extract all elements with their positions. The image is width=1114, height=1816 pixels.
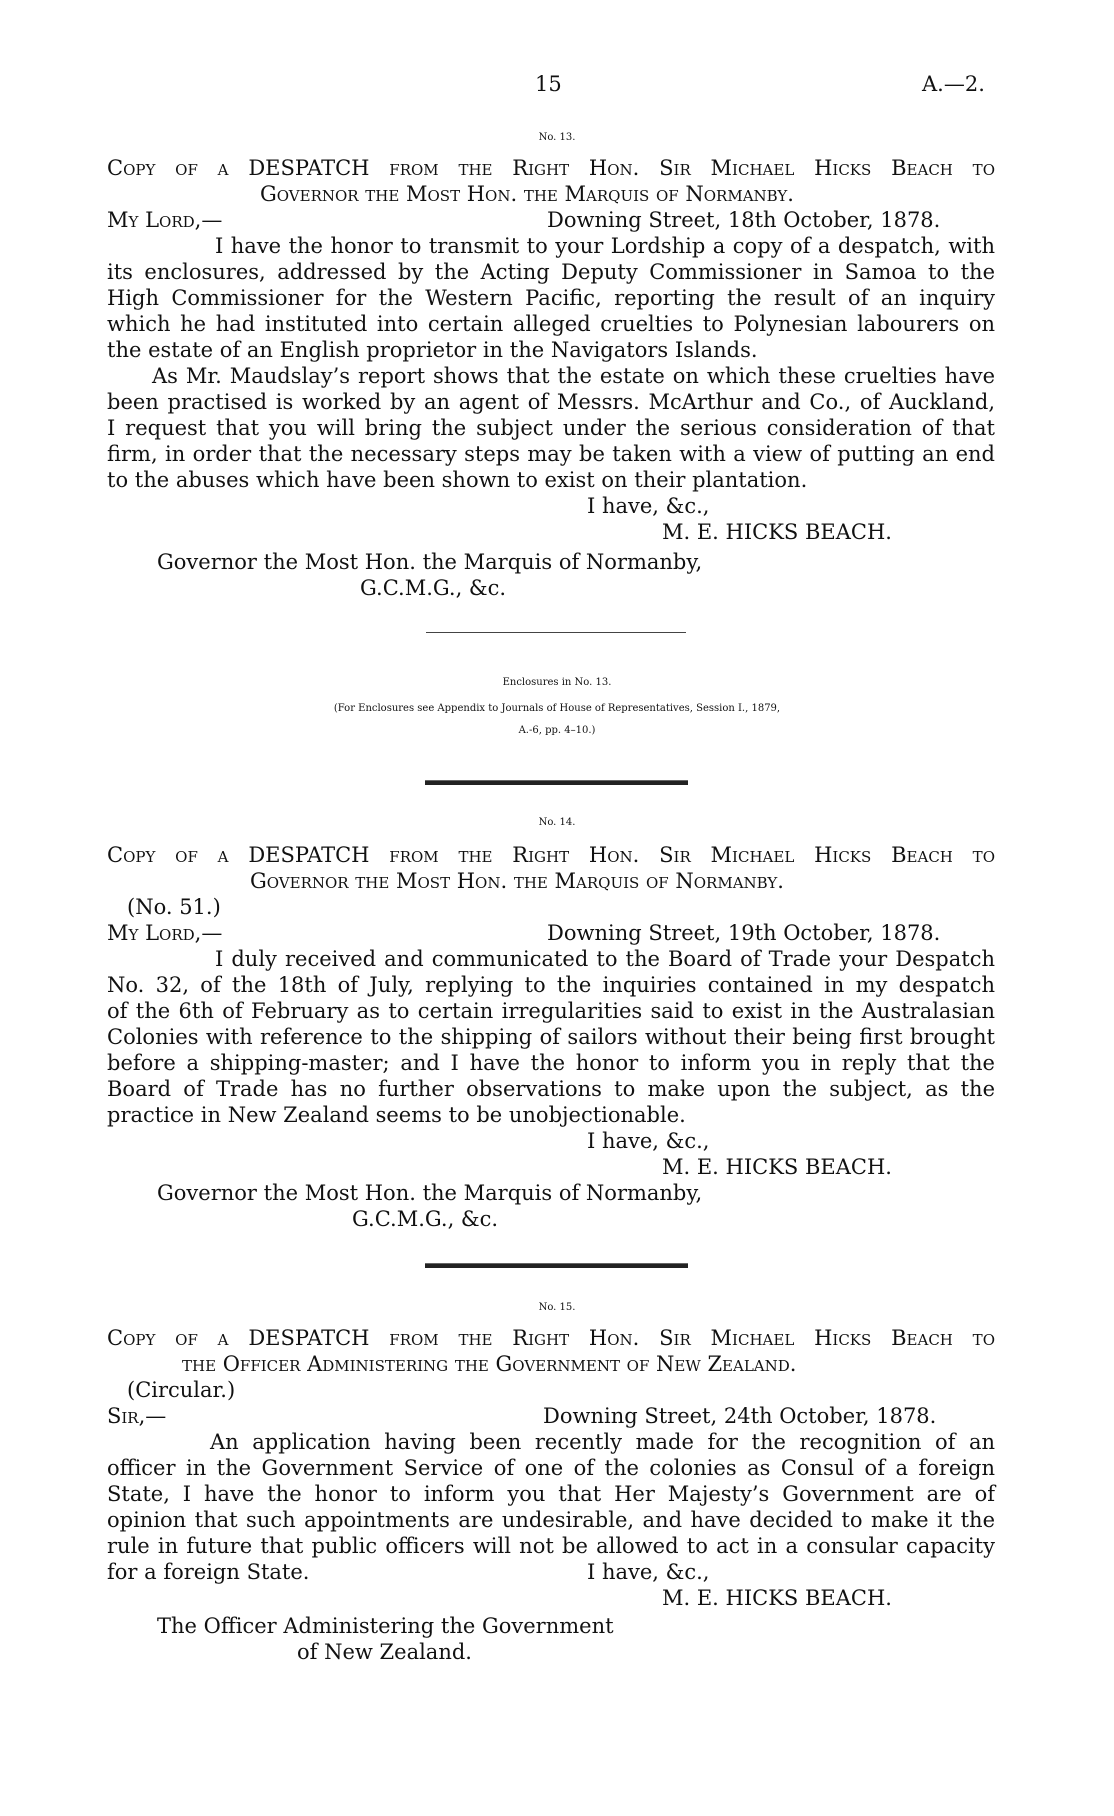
despatch-15-body-line: opinion that such appointments are undesirable, and have decided to make it the	[107, 1508, 995, 1532]
despatch-14-title-line-2: Governor the Most Hon. the Marquis of Normanby.	[250, 869, 784, 893]
despatch-14-addressee-honours: G.C.M.G., &c.	[352, 1207, 499, 1231]
despatch-14-body-line: Board of Trade has no further observations to make upon the subject, as the	[107, 1077, 995, 1101]
despatch-14-reference: (No. 51.)	[127, 895, 221, 919]
despatch-13-body-line: to the abuses which have been shown to exist on their plantation.	[107, 468, 808, 492]
despatch-13-body-line: which he had instituted into certain alleged cruelties to Polynesian labourers on	[107, 312, 995, 336]
despatch-14-body-line: practice in New Zealand seems to be unobjectionable.	[107, 1103, 686, 1127]
despatch-14-closing: I have, &c.,	[587, 1129, 710, 1153]
despatch-13-dateline: Downing Street, 18th October, 1878.	[547, 208, 941, 232]
despatch-13-signature: M. E. HICKS BEACH.	[662, 520, 892, 544]
section-divider	[425, 1263, 688, 1268]
despatch-13-body-line: As Mr. Maudslay’s report shows that the estate on which these cruelties have	[152, 364, 995, 388]
despatch-14-body-line: I duly received and communicated to the Board of Trade your Despatch	[215, 947, 995, 971]
despatch-13-addressee: Governor the Most Hon. the Marquis of Normanby,	[157, 550, 703, 574]
despatch-14-body-line: of the 6th of February as to certain irregularities said to exist in the Australasian	[107, 999, 995, 1023]
enclosures-note-line-1: (For Enclosures see Appendix to Journals of House of Representatives, Session I., 1879,	[333, 703, 781, 714]
despatch-13-body-line: been practised is worked by an agent of Messrs. McArthur and Co., of Auckland,	[107, 390, 995, 414]
enclosures-heading: Enclosures in No. 13.	[502, 677, 612, 688]
despatch-14-addressee: Governor the Most Hon. the Marquis of Normanby,	[157, 1181, 703, 1205]
despatch-14-body-line: Colonies with reference to the shipping of sailors without their being first brought	[107, 1025, 995, 1049]
despatch-15-reference: (Circular.)	[127, 1378, 236, 1402]
despatch-15-title-line-1: Copy of a DESPATCH from the Right Hon. Sir Michael Hicks Beach to	[107, 1326, 995, 1350]
despatch-13-addressee-honours: G.C.M.G., &c.	[360, 576, 507, 600]
despatch-13-body-line: its enclosures, addressed by the Acting Deputy Commissioner in Samoa to the	[107, 260, 995, 284]
despatch-15-salutation: Sir,—	[107, 1404, 167, 1428]
despatch-15-closing: I have, &c.,	[587, 1560, 710, 1584]
despatch-14-body-line: before a shipping-master; and I have the honor to inform you in reply that the	[107, 1051, 995, 1075]
despatch-13-body-line: High Commissioner for the Western Pacific, reporting the result of an inquiry	[107, 286, 995, 310]
despatch-13-body-line: I request that you will bring the subject under the serious consideration of that	[107, 416, 995, 440]
despatch-15-addressee-line-2: of New Zealand.	[297, 1640, 472, 1664]
despatch-13-title-line-1: Copy of a DESPATCH from the Right Hon. Sir Michael Hicks Beach to	[107, 156, 995, 180]
despatch-14-signature: M. E. HICKS BEACH.	[662, 1155, 892, 1179]
despatch-15-number: No. 15.	[538, 1302, 576, 1313]
despatch-15-body-line: officer in the Government Service of one of the colonies as Consul of a foreign	[107, 1456, 995, 1480]
despatch-15-title-line-2: the Officer Administering the Government of New Zealand.	[182, 1352, 797, 1376]
despatch-15-signature: M. E. HICKS BEACH.	[662, 1586, 892, 1610]
despatch-15-body-line: rule in future that public officers will not be allowed to act in a consular capacity	[107, 1534, 995, 1558]
despatch-13-body-line: firm, in order that the necessary steps may be taken with a view of putting an end	[107, 442, 995, 466]
despatch-15-body-line: State, I have the honor to inform you that Her Majesty’s Government are of	[107, 1482, 995, 1506]
despatch-15-body-line: for a foreign State.	[107, 1560, 310, 1584]
despatch-15-addressee: The Officer Administering the Government	[157, 1614, 614, 1638]
despatch-14-number: No. 14.	[538, 817, 576, 828]
despatch-13-closing: I have, &c.,	[587, 494, 710, 518]
despatch-15-body-line: An application having been recently made for the recognition of an	[210, 1430, 995, 1454]
despatch-13-number: No. 13.	[538, 132, 576, 143]
despatch-14-body-line: No. 32, of the 18th of July, replying to the inquiries contained in my despatch	[107, 973, 995, 997]
despatch-14-salutation: My Lord,—	[107, 921, 223, 945]
paper-reference: A.—2.	[922, 72, 985, 96]
despatch-13-salutation: My Lord,—	[107, 208, 223, 232]
despatch-15-dateline: Downing Street, 24th October, 1878.	[543, 1404, 937, 1428]
section-divider	[426, 632, 686, 633]
despatch-13-title-line-2: Governor the Most Hon. the Marquis of Normanby.	[260, 182, 794, 206]
despatch-13-body-line: the estate of an English proprietor in the Navigators Islands.	[107, 338, 758, 362]
despatch-14-dateline: Downing Street, 19th October, 1878.	[547, 921, 941, 945]
enclosures-note-line-2: A.-6, pp. 4–10.)	[518, 725, 596, 736]
despatch-13-body-line: I have the honor to transmit to your Lordship a copy of a despatch, with	[215, 234, 995, 258]
page-number: 15	[535, 72, 562, 96]
section-divider	[425, 780, 688, 785]
despatch-14-title-line-1: Copy of a DESPATCH from the Right Hon. Sir Michael Hicks Beach to	[107, 843, 995, 867]
